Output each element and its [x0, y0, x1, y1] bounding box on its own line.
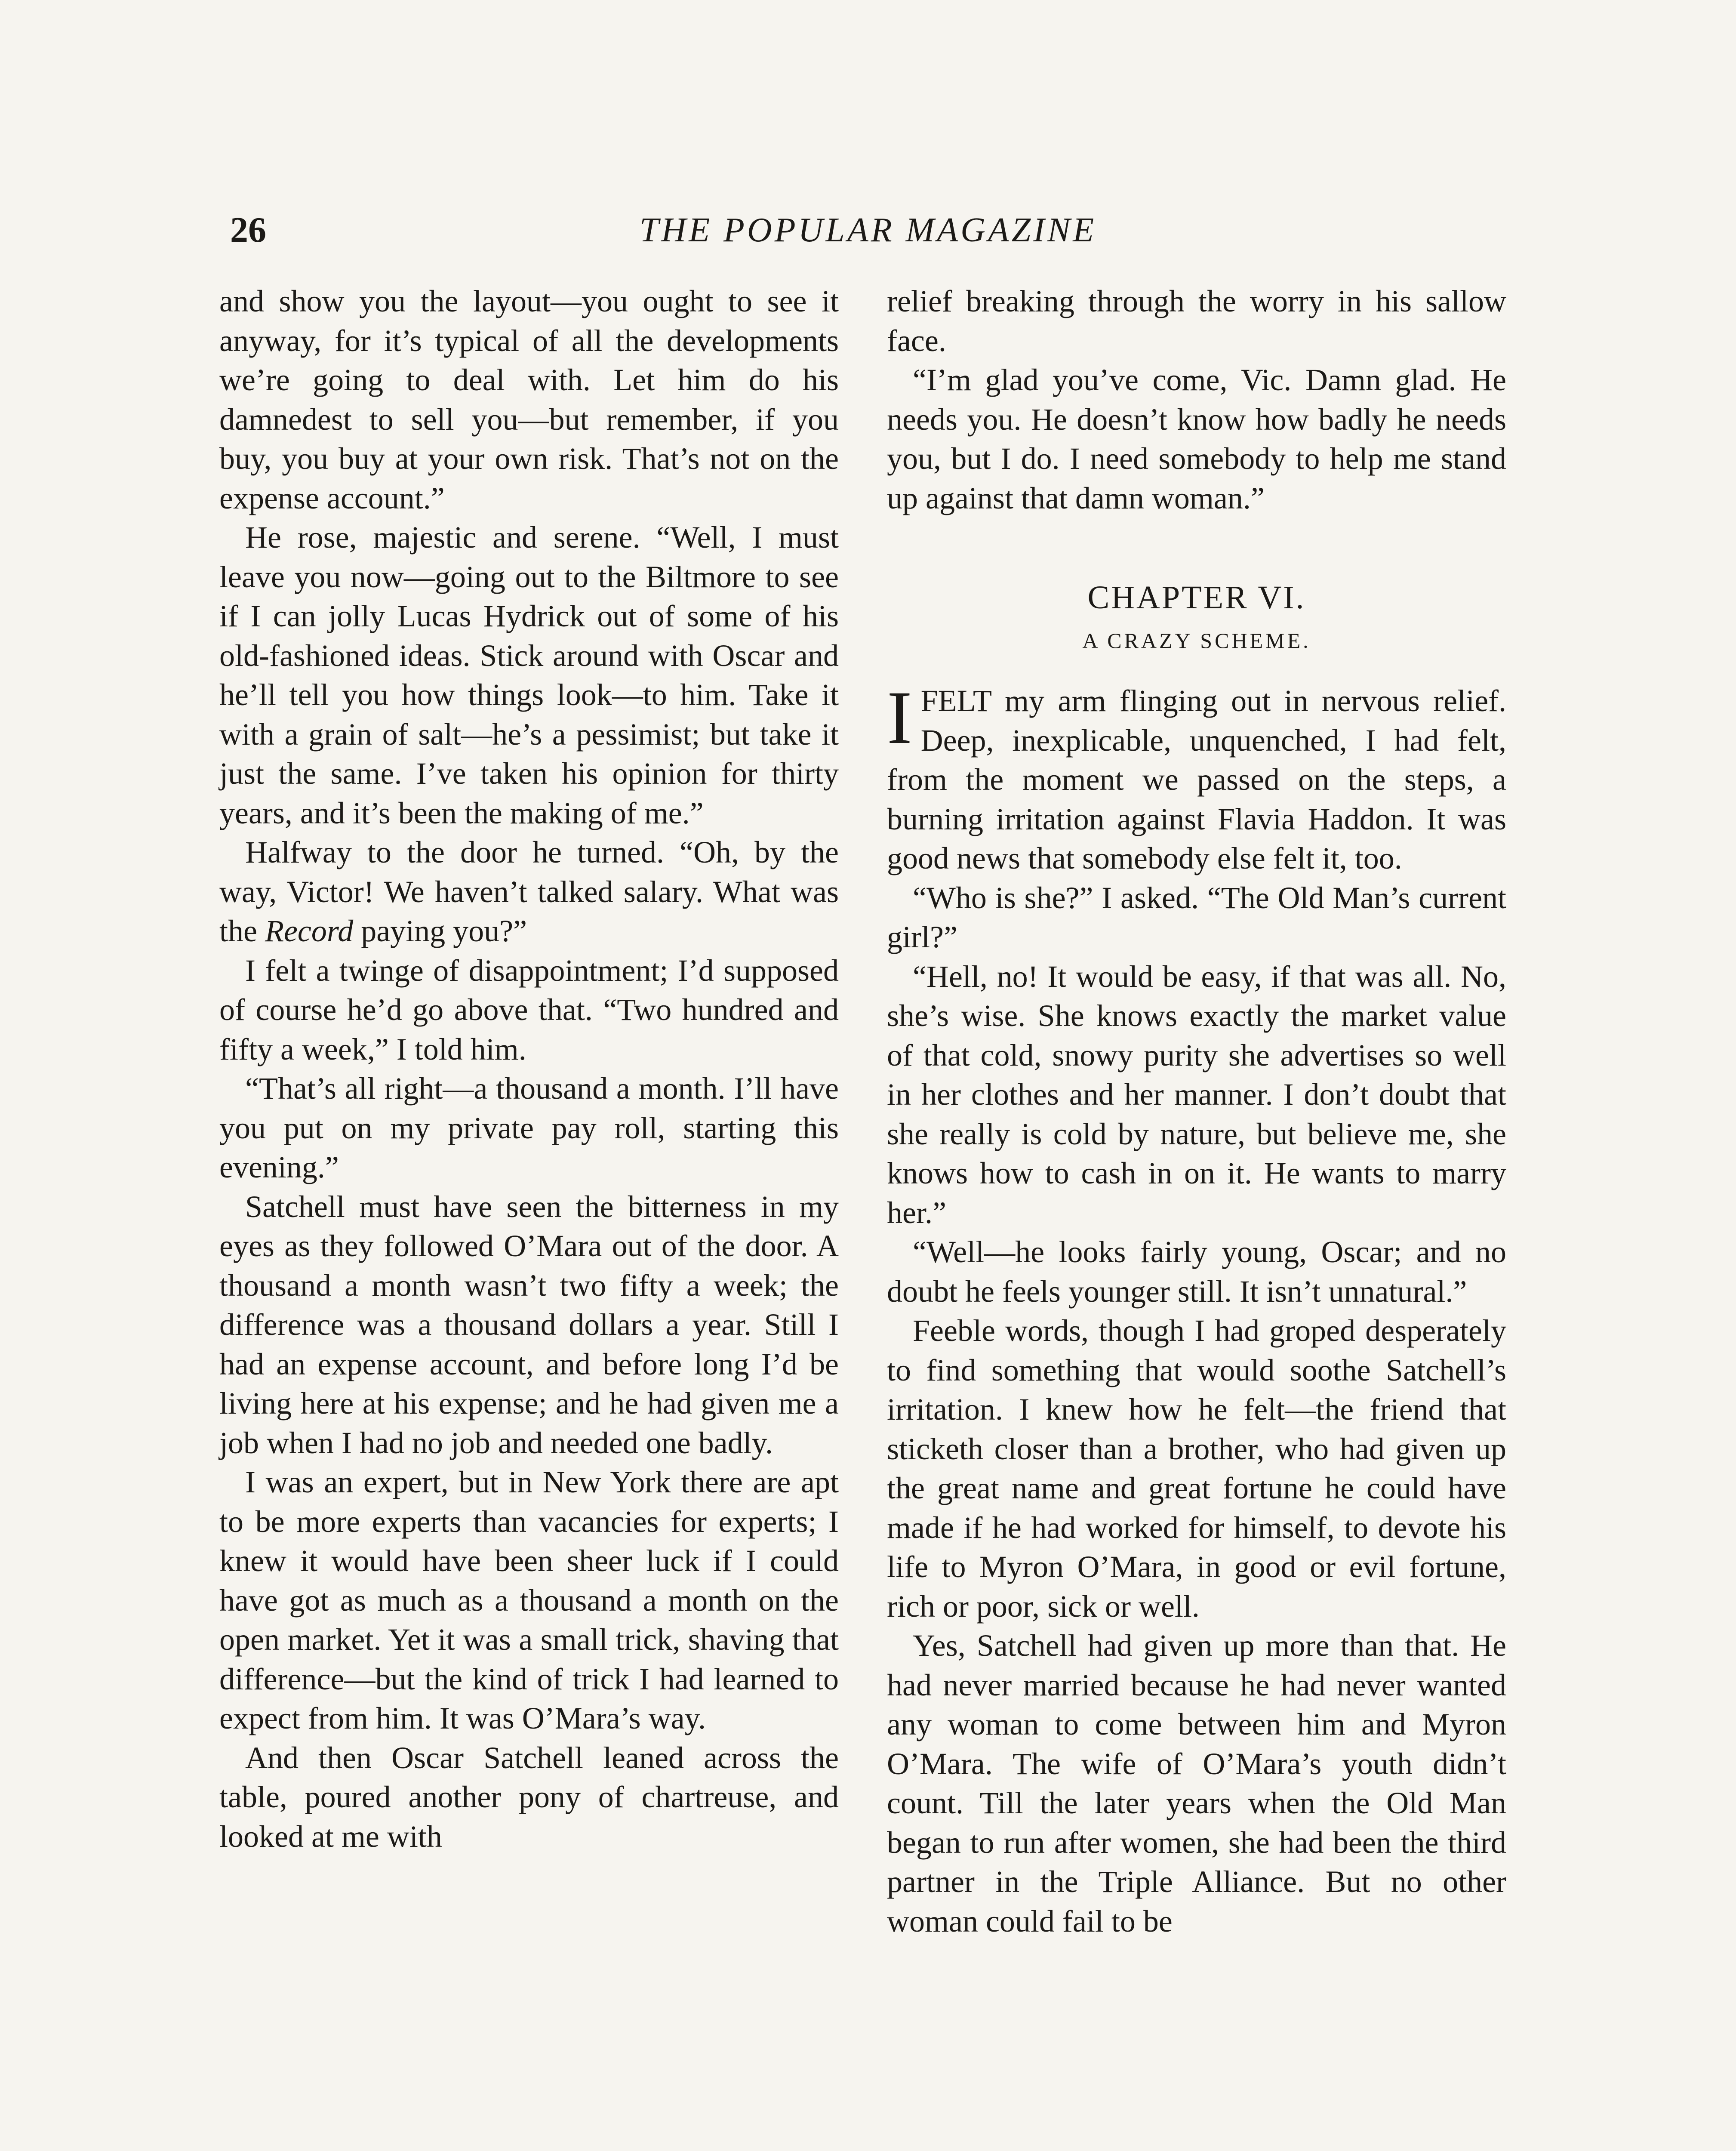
paragraph: And then Oscar Satchell leaned across the table, poured another pony of chartreuse, and looked at me with	[219, 1740, 839, 1854]
page-header	[0, 202, 1736, 258]
paragraph-text: paying you?”	[353, 914, 527, 948]
paragraph: “That’s all right—a thousand a month. I’ll have you put on my private pay roll, starting this evening.”	[219, 1071, 839, 1184]
paragraph: FELT my arm flinging out in nervous relief. Deep, inexplicable, unquenched, I had felt, from the moment we passed on the steps, a burning irritation against Flavia Haddon. It was good news that somebody else felt it, too.	[887, 684, 1506, 875]
paragraph: I felt a twinge of disappointment; I’d supposed of course he’d go above that. “Two hundred and fifty a week,” I told him.	[219, 953, 839, 1066]
paragraph-text: Halfway to the door he turned. “Oh, by the way, Victor! We haven’t talked salary. What was the	[219, 835, 839, 948]
paragraph	[219, 833, 839, 951]
drop-cap: I	[887, 676, 912, 760]
italic-publication-name: Record	[265, 914, 354, 948]
paragraph: He rose, majestic and serene. “Well, I must leave you now—going out to the Biltmore to see if I can jolly Lucas Hydrick out of some of his old-fashioned ideas. Stick around with Oscar and he’ll tell you how things look—to him. Take it with a grain of salt—he’s a pessimist; but take it just the same. I’ve taken his opinion for thirty years, and it’s been the making of me.”	[219, 520, 839, 830]
chapter-subtitle: A CRAZY SCHEME.	[1082, 629, 1311, 653]
paragraph: I was an expert, but in New York there are apt to be more experts than vacancies for experts; I knew it would have been sheer luck if I could have got as much as a thousand a month on the open market. Yet it was a small trick, shaving that difference—but the kind of trick I had learned to expect from him. It was O’Mara’s way.	[219, 1465, 839, 1735]
page-number: 26	[230, 210, 266, 250]
running-title: THE POPULAR MAGAZINE	[639, 211, 1097, 249]
paragraph: Feeble words, though I had groped desperately to find something that would soothe Satchell’s irritation. I knew how he felt—the friend that sticketh closer than a brother, who had given up the great name and great fortune he could have made if he had worked for himself, to devote his life to Myron O’Mara, in good or evil fortune, rich or poor, sick or well.	[887, 1313, 1506, 1624]
paragraph: and show you the layout—you ought to see it anyway, for it’s typical of all the developments we’re going to deal with. Let him do his damnedest to sell you—but remember, if you buy, you buy at your own risk. That’s not on the expense account.”	[219, 284, 839, 515]
paragraph: “I’m glad you’ve come, Vic. Damn glad. He needs you. He doesn’t know how badly he needs you, but I do. I need somebody to help me stand up against that damn woman.”	[887, 363, 1506, 515]
paragraph: relief breaking through the worry in his sallow face.	[887, 284, 1506, 358]
chapter-title: CHAPTER VI.	[1087, 579, 1306, 616]
paragraph: “Hell, no! It would be easy, if that was all. No, she’s wise. She knows exactly the market value of that cold, snowy purity she advertises so well in her clothes and her manner. I don’t doubt that she really is cold by nature, but believe me, she knows how to cash in on it. He wants to marry her.”	[887, 959, 1506, 1230]
paragraph: “Who is she?” I asked. “The Old Man’s current girl?”	[887, 880, 1506, 954]
paragraph: Yes, Satchell had given up more than that. He had never married because he had never wanted any woman to come between him and Myron O’Mara. The wife of O’Mara’s youth didn’t count. Till the later years when the Old Man began to run after women, she had been the third partner in the Triple Alliance. But no other woman could fail to be	[887, 1628, 1506, 1938]
left-column	[219, 282, 839, 1856]
paragraph: “Well—he looks fairly young, Oscar; and no doubt he feels younger still. It isn’t unnatural.”	[887, 1235, 1506, 1309]
right-column	[887, 282, 1506, 1941]
paragraph: Satchell must have seen the bitterness in my eyes as they followed O’Mara out of the door. A thousand a month wasn’t two fifty a week; the difference was a thousand dollars a year. Still I had an expense account, and before long I’d be living here at his expense; and he had given me a job when I had no job and needed one badly.	[219, 1189, 839, 1460]
chapter-opening	[887, 676, 1506, 878]
